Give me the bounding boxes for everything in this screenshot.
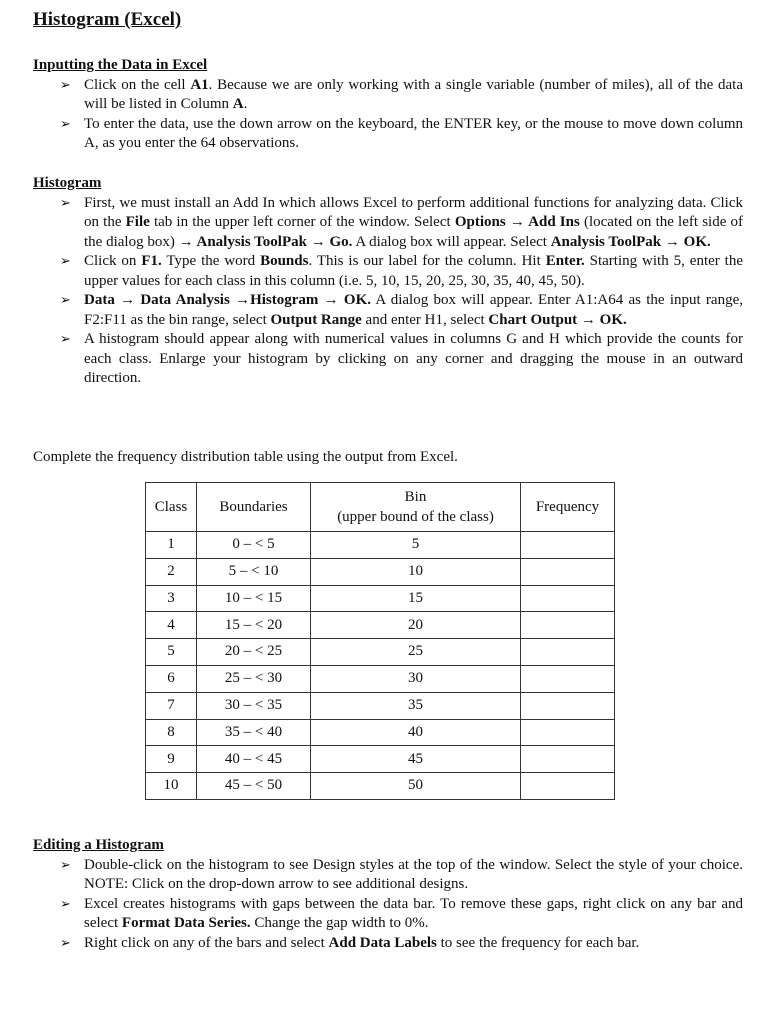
header-boundaries: Boundaries xyxy=(197,483,311,532)
cell-bin: 25 xyxy=(311,639,521,666)
text-run: to see the frequency for each bar. xyxy=(436,934,640,951)
bold-text: Chart Output → OK. xyxy=(488,311,627,328)
bold-text: A xyxy=(232,96,244,112)
cell-class: 8 xyxy=(146,719,197,746)
cell-class: 6 xyxy=(146,665,197,692)
section-inputting-data xyxy=(33,56,743,154)
bold-text: Output Range xyxy=(270,311,362,328)
header-bin-label: Bin xyxy=(404,489,427,505)
text-run: Right click on any of the bars and select xyxy=(84,934,329,951)
arrow-bullet-icon: ➢ xyxy=(60,116,71,132)
instruction-text: Complete the frequency distribution table using the output from Excel. xyxy=(33,449,458,465)
bullet-item xyxy=(33,252,743,291)
bullet-item xyxy=(33,194,743,253)
bold-text: Analysis ToolPak → OK. xyxy=(550,233,711,250)
section-histogram xyxy=(33,174,743,389)
cell-boundaries: 15 – < 20 xyxy=(197,612,311,639)
table-row xyxy=(146,773,615,800)
text-run: First, we must install an Add In which allows Excel to perform additional functions for analyzing data. Click on the xyxy=(84,194,743,230)
bold-text: → Analysis ToolPak → Go. xyxy=(178,233,353,250)
cell-frequency[interactable] xyxy=(521,746,615,773)
header-bin-sub: (upper bound of the class) xyxy=(337,509,494,525)
section-heading: Editing a Histogram xyxy=(33,837,164,853)
bullet-item xyxy=(33,291,743,330)
header-bin xyxy=(311,483,521,532)
text-run: Click on xyxy=(84,253,142,269)
cell-bin: 40 xyxy=(311,719,521,746)
cell-bin: 20 xyxy=(311,612,521,639)
cell-bin: 50 xyxy=(311,773,521,800)
table-header-row xyxy=(146,483,615,532)
text-run: Excel creates histograms with gaps between the data bar. To remove these gaps, right click on any bar and select xyxy=(84,895,743,931)
cell-boundaries: 30 – < 35 xyxy=(197,692,311,719)
text-run: A dialog box will appear. Enter A1:A64 as the input range, F2:F11 as the bin range, select xyxy=(84,292,743,328)
cell-frequency[interactable] xyxy=(521,558,615,585)
arrow-bullet-icon: ➢ xyxy=(60,77,71,93)
text-run: Change the gap width to 0%. xyxy=(250,915,429,931)
cell-bin: 45 xyxy=(311,746,521,773)
bullet-item xyxy=(33,934,743,954)
cell-class: 3 xyxy=(146,585,197,612)
table-row xyxy=(146,692,615,719)
table-row xyxy=(146,665,615,692)
cell-bin: 10 xyxy=(311,558,521,585)
text-run: and enter H1, select xyxy=(361,311,489,328)
bullet-list xyxy=(33,194,743,389)
table-row xyxy=(146,585,615,612)
cell-class: 4 xyxy=(146,612,197,639)
header-frequency: Frequency xyxy=(521,483,615,532)
page-title: Histogram (Excel) xyxy=(33,9,182,30)
section-heading: Inputting the Data in Excel xyxy=(33,57,208,73)
cell-frequency[interactable] xyxy=(521,719,615,746)
cell-boundaries: 35 – < 40 xyxy=(197,719,311,746)
bold-text: Enter. xyxy=(545,253,585,269)
bold-text: Add Data Labels xyxy=(328,934,437,951)
cell-boundaries: 25 – < 30 xyxy=(197,665,311,692)
bold-text: Options → Add Ins xyxy=(454,214,580,230)
table-row xyxy=(146,746,615,773)
text-run: Click on the cell xyxy=(84,76,191,93)
table-body xyxy=(146,532,615,800)
cell-boundaries: 5 – < 10 xyxy=(197,558,311,585)
cell-boundaries: 0 – < 5 xyxy=(197,532,311,559)
table-row xyxy=(146,612,615,639)
cell-class: 1 xyxy=(146,532,197,559)
table-row xyxy=(146,558,615,585)
text-run: Type the word xyxy=(161,253,261,269)
cell-class: 2 xyxy=(146,558,197,585)
bullet-list xyxy=(33,76,743,154)
text-run: (located on the left side of the dialog box) xyxy=(84,214,744,250)
arrow-bullet-icon: ➢ xyxy=(60,332,71,347)
table-row xyxy=(146,639,615,666)
text-run: To enter the data, use the down arrow on the keyboard, the ENTER key, or the mouse to move down column A, as you enter the 64 observations. xyxy=(84,115,743,151)
bullet-list xyxy=(33,856,743,954)
bullet-item xyxy=(33,330,743,389)
cell-frequency[interactable] xyxy=(521,692,615,719)
cell-frequency[interactable] xyxy=(521,585,615,612)
bold-text: Bounds xyxy=(260,253,309,269)
bold-text: A1 xyxy=(190,76,209,93)
cell-class: 10 xyxy=(146,773,197,800)
bold-text: File xyxy=(125,214,150,230)
text-run: . Because we are only working with a single variable (number of miles), all of the data will be listed in Column xyxy=(84,76,743,112)
cell-bin: 5 xyxy=(311,532,521,559)
text-run: Double-click on the histogram to see Design styles at the top of the window. Select the style of your choice. NOTE: Click on the drop-down arrow to see additional designs. xyxy=(84,856,743,892)
text-run: . xyxy=(243,96,248,112)
bullet-item xyxy=(33,115,743,154)
cell-bin: 35 xyxy=(311,692,521,719)
arrow-bullet-icon: ➢ xyxy=(60,254,71,269)
bullet-item xyxy=(33,76,743,115)
section-editing-histogram xyxy=(33,836,743,953)
arrow-bullet-icon: ➢ xyxy=(60,935,71,951)
arrow-bullet-icon: ➢ xyxy=(60,195,71,211)
cell-frequency[interactable] xyxy=(521,773,615,800)
bold-text: Format Data Series. xyxy=(121,915,251,931)
text-run: A dialog box will appear. Select xyxy=(352,233,551,250)
text-run: tab in the upper left corner of the window. Select xyxy=(149,214,455,230)
bullet-item xyxy=(33,856,743,895)
cell-boundaries: 20 – < 25 xyxy=(197,639,311,666)
section-heading: Histogram xyxy=(33,175,102,191)
cell-bin: 30 xyxy=(311,665,521,692)
text-run: Starting with 5, enter the upper values for each class in this column (i.e. 5, 10, 15, 20, 25, 30, 35, 40, 45, 50). xyxy=(84,253,744,289)
table-row xyxy=(146,719,615,746)
cell-boundaries: 40 – < 45 xyxy=(197,746,311,773)
cell-class: 9 xyxy=(146,746,197,773)
cell-frequency[interactable] xyxy=(521,639,615,666)
bold-text: Data → Data Analysis →Histogram → OK. xyxy=(84,292,371,308)
cell-frequency[interactable] xyxy=(521,665,615,692)
frequency-table xyxy=(145,482,615,800)
text-run: A histogram should appear along with numerical values in columns G and H which provide the counts for each class. Enlarge your histogram by clicking on any corner and dragging the mouse in an outward direction. xyxy=(84,331,743,386)
cell-frequency[interactable] xyxy=(521,532,615,559)
arrow-bullet-icon: ➢ xyxy=(60,293,71,308)
header-class: Class xyxy=(146,483,197,532)
cell-boundaries: 10 – < 15 xyxy=(197,585,311,612)
arrow-bullet-icon: ➢ xyxy=(60,896,71,912)
bold-text: F1. xyxy=(141,253,162,269)
table-row xyxy=(146,532,615,559)
cell-frequency[interactable] xyxy=(521,612,615,639)
cell-class: 7 xyxy=(146,692,197,719)
cell-class: 5 xyxy=(146,639,197,666)
bullet-item xyxy=(33,895,743,934)
cell-bin: 15 xyxy=(311,585,521,612)
text-run: . This is our label for the column. Hit xyxy=(308,253,546,269)
arrow-bullet-icon: ➢ xyxy=(60,857,71,873)
cell-boundaries: 45 – < 50 xyxy=(197,773,311,800)
